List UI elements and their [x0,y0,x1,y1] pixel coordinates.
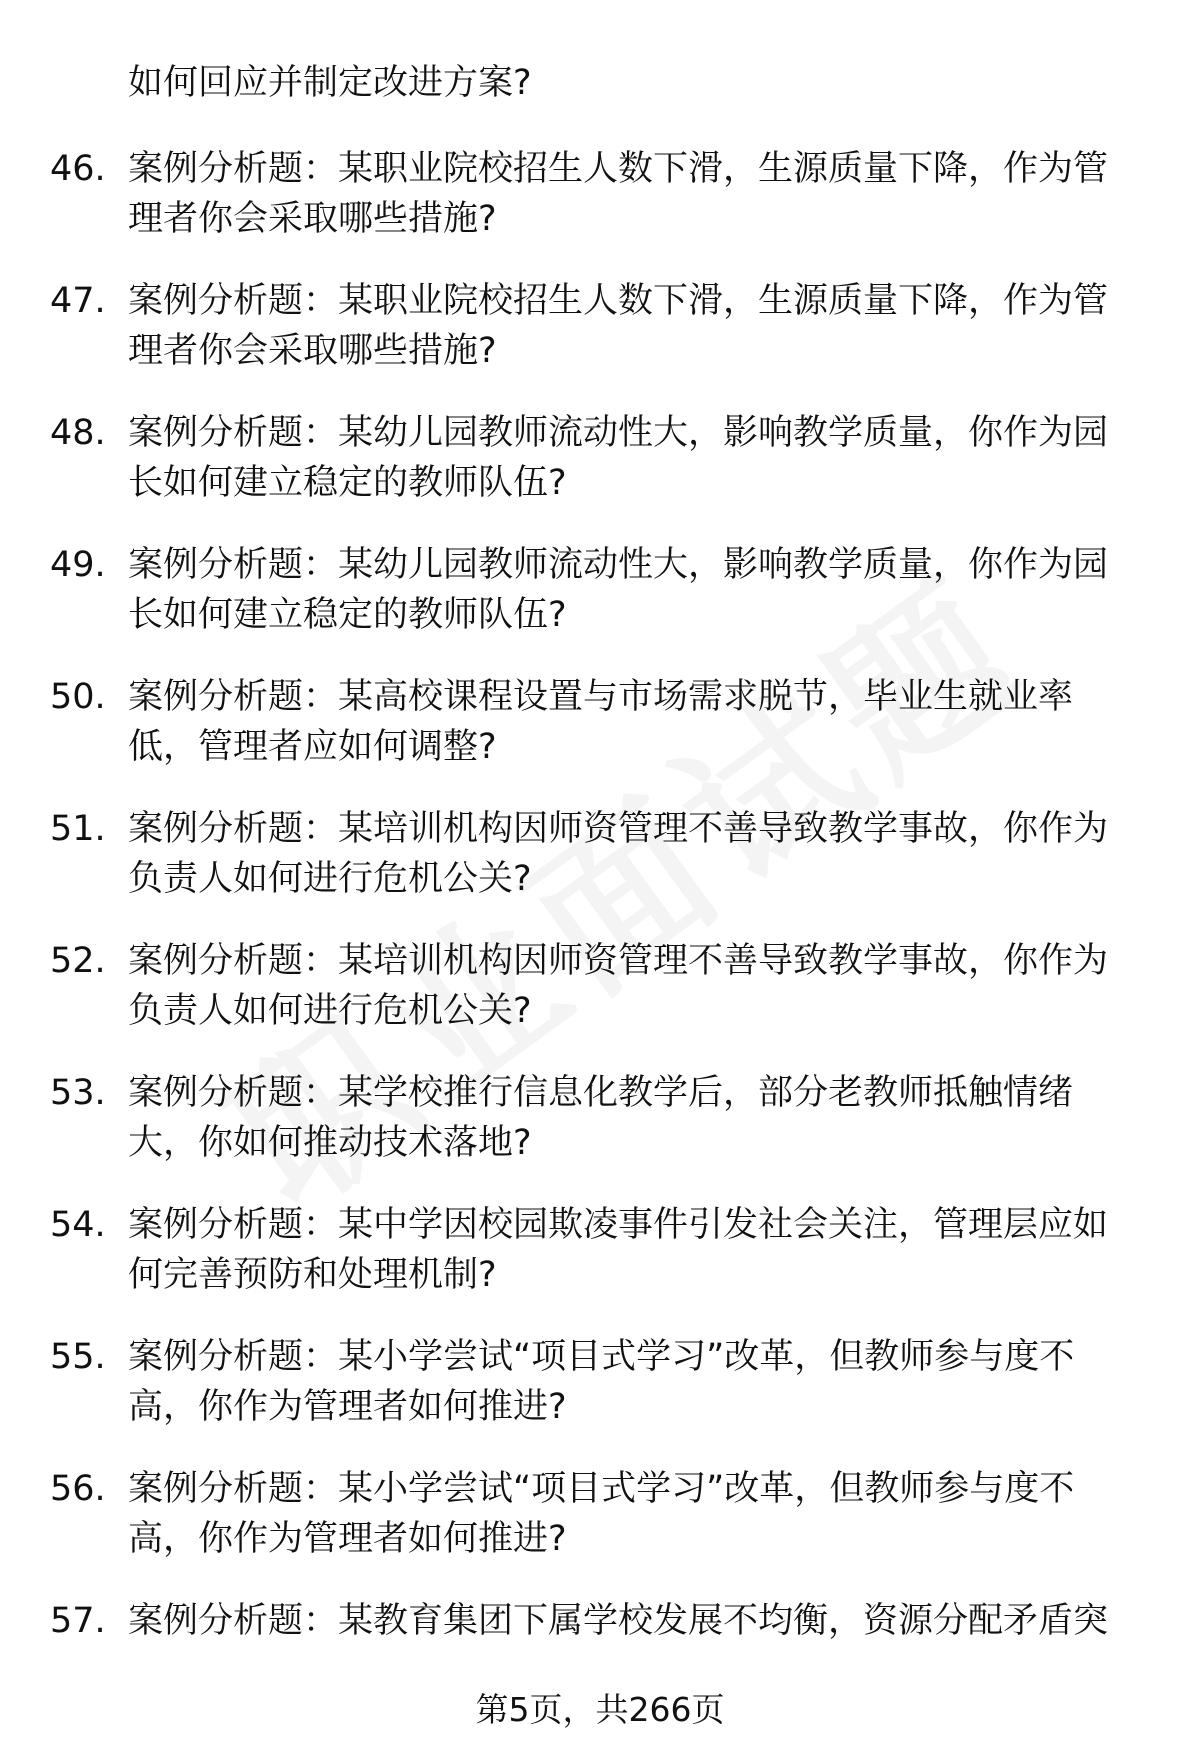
question-number: 57. [50,1601,106,1641]
question-number: 50. [50,677,106,717]
question-item [50,1464,1150,1564]
question-item [50,1068,1150,1168]
question-item [50,408,1150,508]
question-number: 48. [50,413,106,453]
question-text: 案例分析题：某幼儿园教师流动性大，影响教学质量，你作为园长如何建立稳定的教师队伍? [128,413,1109,503]
question-item [50,540,1150,640]
question-text: 案例分析题：某职业院校招生人数下滑，生源质量下降，作为管理者你会采取哪些措施? [128,149,1109,239]
question-number: 51. [50,809,106,849]
question-number: 53. [50,1073,106,1113]
question-text: 案例分析题：某小学尝试“项目式学习”改革，但教师参与度不高，你作为管理者如何推进? [128,1337,1075,1427]
question-item [50,1200,1150,1300]
question-text: 案例分析题：某中学因校园欺凌事件引发社会关注，管理层应如何完善预防和处理机制? [128,1205,1109,1295]
question-item [50,1332,1150,1432]
question-text: 案例分析题：某教育集团下属学校发展不均衡，资源分配矛盾突 [128,1601,1109,1641]
question-list [50,144,1150,1728]
continuation-text: 如何回应并制定改进方案? [128,63,532,103]
question-text: 案例分析题：某培训机构因师资管理不善导致教学事故，你作为负责人如何进行危机公关? [128,809,1109,899]
question-text: 案例分析题：某学校推行信息化教学后，部分老教师抵触情绪大，你如何推动技术落地? [128,1073,1074,1163]
question-item [50,144,1150,244]
question-number: 52. [50,941,106,981]
page-footer: 第5页，共266页 [475,1690,725,1729]
question-item [50,804,1150,904]
question-number: 55. [50,1337,106,1377]
question-number: 49. [50,545,106,585]
question-item [50,1596,1150,1696]
question-number: 56. [50,1469,106,1509]
question-text: 案例分析题：某高校课程设置与市场需求脱节，毕业生就业率低，管理者应如何调整? [128,677,1074,767]
question-number: 47. [50,281,106,321]
question-item [50,672,1150,772]
question-number: 46. [50,149,106,189]
question-text: 案例分析题：某培训机构因师资管理不善导致教学事故，你作为负责人如何进行危机公关? [128,941,1109,1031]
question-item [50,936,1150,1036]
question-item [50,276,1150,376]
question-text: 案例分析题：某职业院校招生人数下滑，生源质量下降，作为管理者你会采取哪些措施? [128,281,1109,371]
question-text: 案例分析题：某幼儿园教师流动性大，影响教学质量，你作为园长如何建立稳定的教师队伍? [128,545,1109,635]
question-text: 案例分析题：某小学尝试“项目式学习”改革，但教师参与度不高，你作为管理者如何推进? [128,1469,1075,1559]
question-number: 54. [50,1205,106,1245]
